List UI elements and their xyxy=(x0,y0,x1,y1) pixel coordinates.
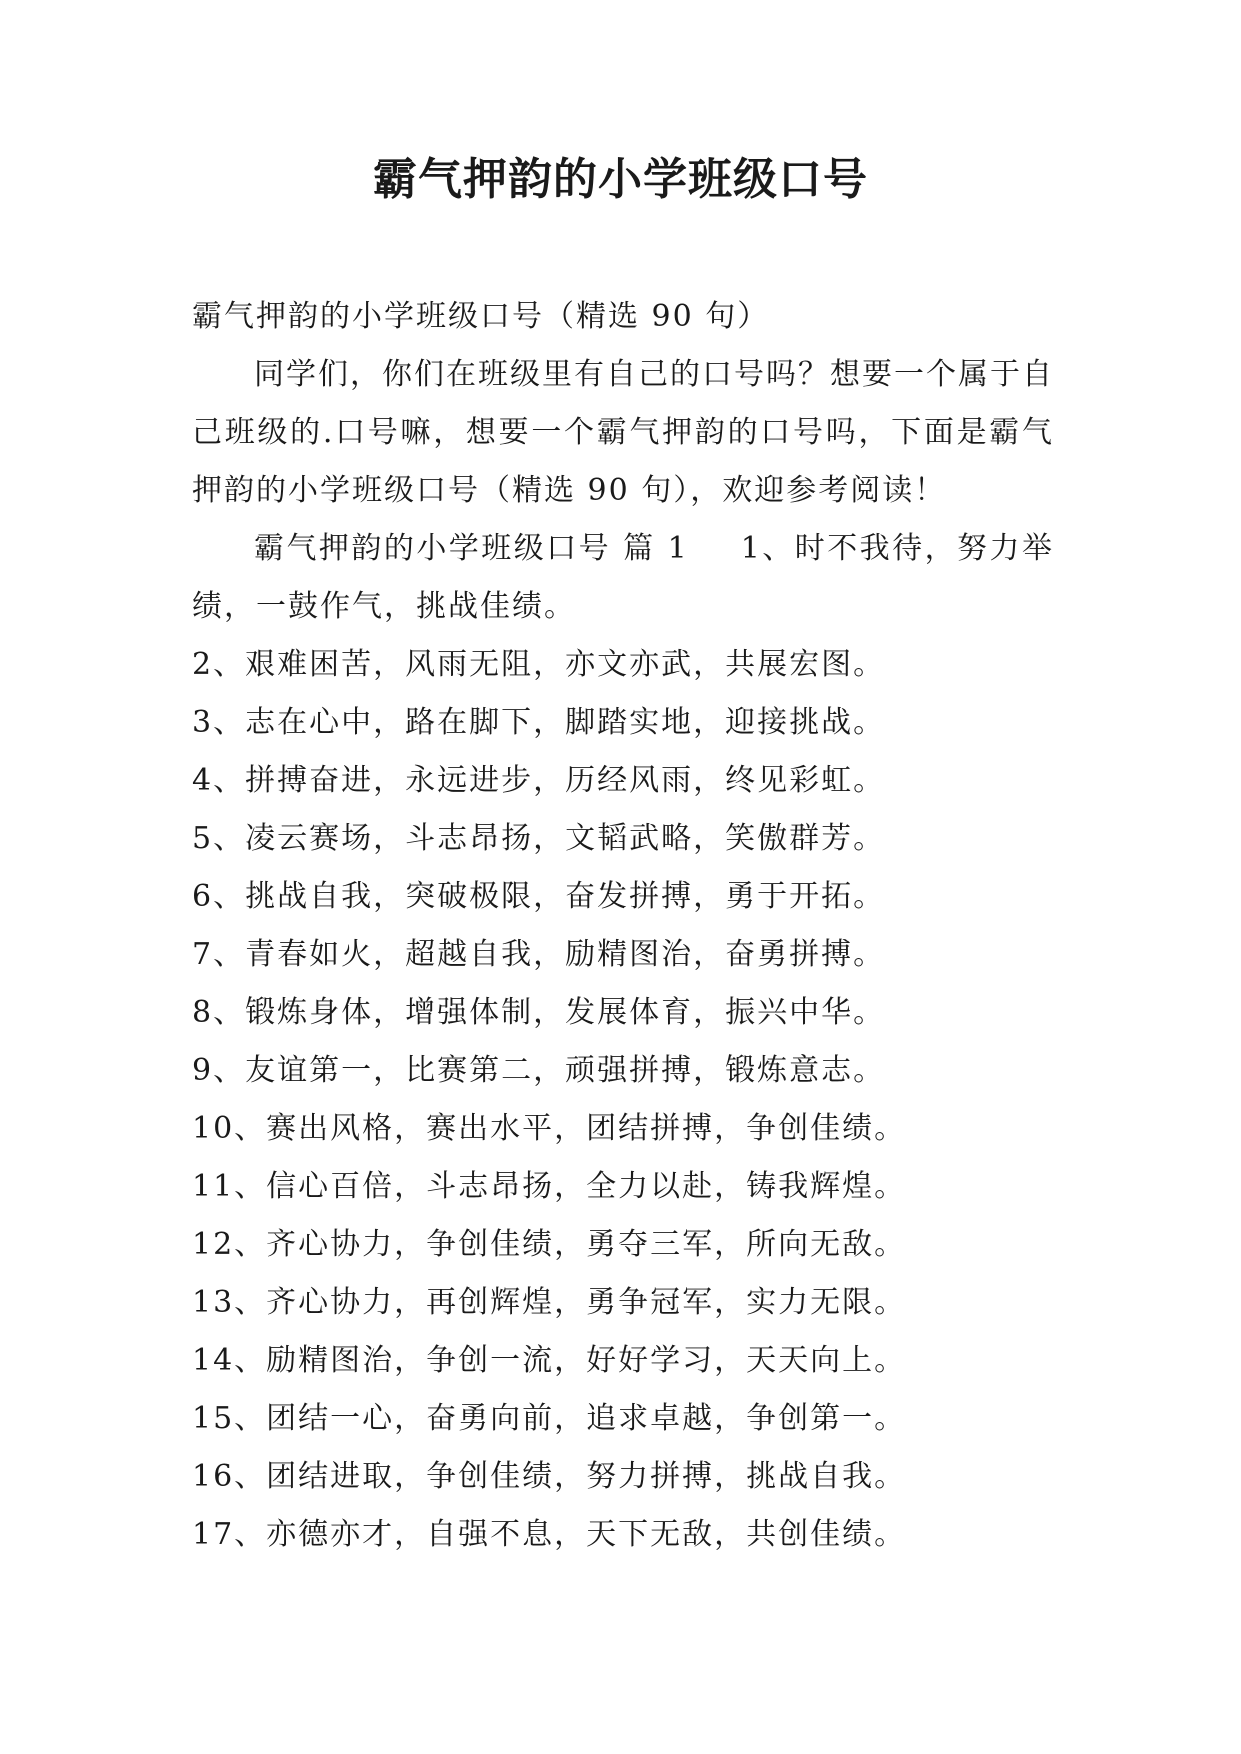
slogan-item: 16、团结进取，争创佳绩，努力拼搏，挑战自我。 xyxy=(192,1459,907,1494)
slogan-item: 9、友谊第一，比赛第二，顽强拼搏，锻炼意志。 xyxy=(192,1053,886,1088)
slogan-item: 3、志在心中，路在脚下，脚踏实地，迎接挑战。 xyxy=(192,705,886,740)
document-body xyxy=(192,288,1054,1564)
slogan-item: 1、时不我待，努力举绩，一鼓作气，挑战佳绩。 xyxy=(192,531,1054,624)
slogan-item: 12、齐心协力，争创佳绩，勇夺三军，所向无敌。 xyxy=(192,1227,907,1262)
slogan-item: 11、信心百倍，斗志昂扬，全力以赴，铸我辉煌。 xyxy=(192,1169,907,1204)
section-heading: 霸气押韵的小学班级口号 篇 1 xyxy=(254,531,689,566)
slogan-item: 5、凌云赛场，斗志昂扬，文韬武略，笑傲群芳。 xyxy=(192,821,886,856)
slogan-item: 14、励精图治，争创一流，好好学习，天天向上。 xyxy=(192,1343,907,1378)
slogan-item: 17、亦德亦才，自强不息，天下无敌，共创佳绩。 xyxy=(192,1517,907,1552)
slogan-item: 4、拼搏奋进，永远进步，历经风雨，终见彩虹。 xyxy=(192,763,886,798)
document-subtitle: 霸气押韵的小学班级口号（精选 90 句） xyxy=(192,299,770,334)
slogan-item: 10、赛出风格，赛出水平，团结拼搏，争创佳绩。 xyxy=(192,1111,907,1146)
page-title: 霸气押韵的小学班级口号 xyxy=(373,154,868,205)
slogan-item: 6、挑战自我，突破极限，奋发拼搏，勇于开拓。 xyxy=(192,879,886,914)
slogan-item: 2、艰难困苦，风雨无阻，亦文亦武，共展宏图。 xyxy=(192,647,886,682)
slogan-item: 7、青春如火，超越自我，励精图治，奋勇拼搏。 xyxy=(192,937,886,972)
section-first-paragraph xyxy=(192,520,1054,636)
intro-paragraph: 同学们，你们在班级里有自己的口号吗？想要一个属于自己班级的.口号嘛，想要一个霸气押韵的口号吗，下面是霸气押韵的小学班级口号（精选 90 句），欢迎参考阅读！ xyxy=(192,357,1054,508)
slogan-list xyxy=(192,636,1054,1564)
slogan-item: 8、锻炼身体，增强体制，发展体育，振兴中华。 xyxy=(192,995,886,1030)
slogan-item: 15、团结一心，奋勇向前，追求卓越，争创第一。 xyxy=(192,1401,907,1436)
slogan-item: 13、齐心协力，再创辉煌，勇争冠军，实力无限。 xyxy=(192,1285,907,1320)
